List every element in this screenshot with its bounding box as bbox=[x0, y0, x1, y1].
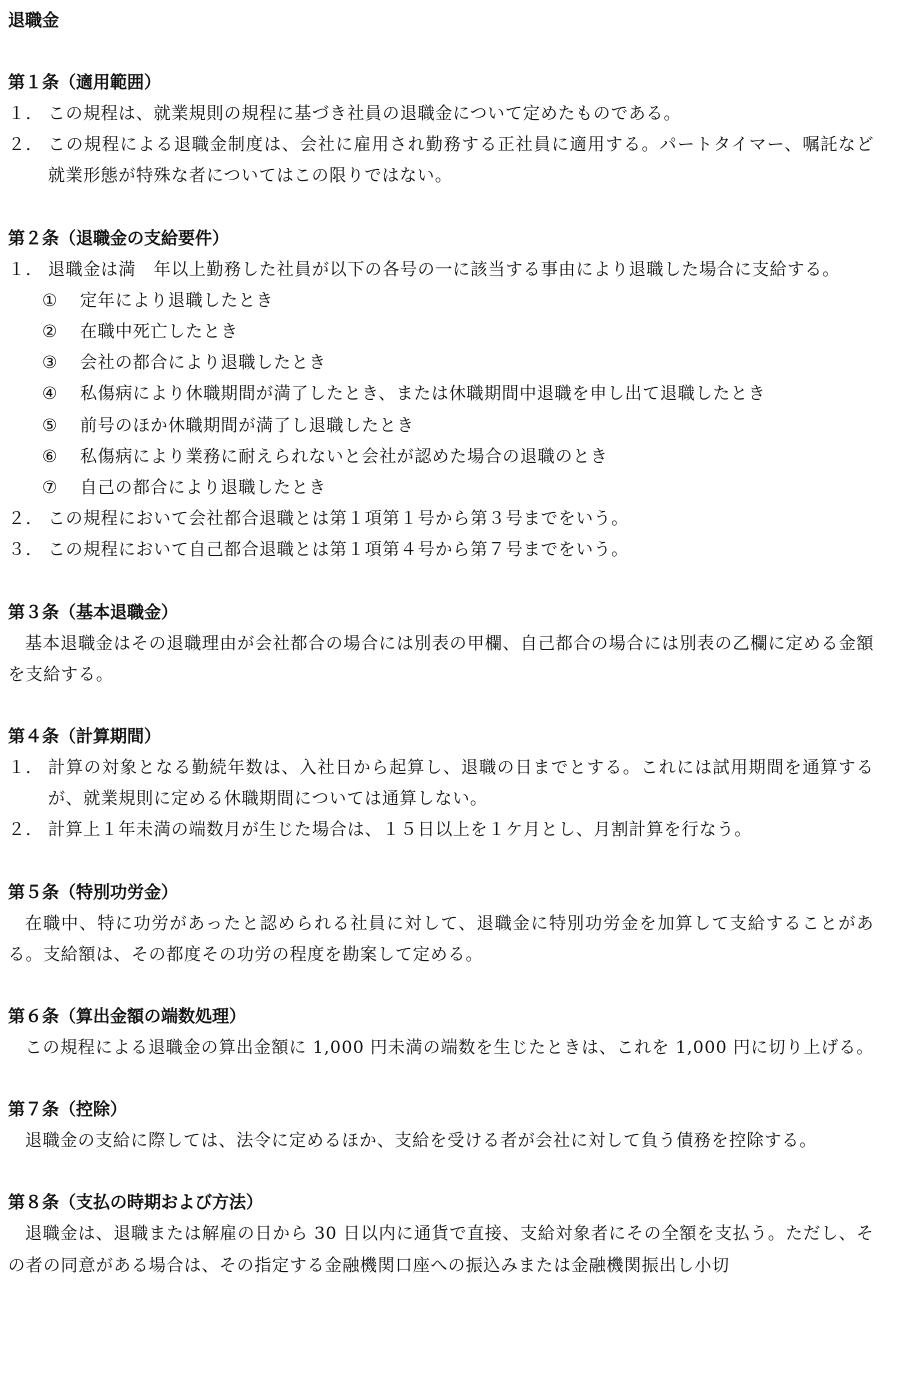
clause-number: １． bbox=[8, 259, 44, 280]
numbered-clause bbox=[8, 504, 874, 535]
article-heading: 第７条（控除） bbox=[8, 1100, 127, 1121]
item-text: 定年により退職したとき bbox=[80, 290, 274, 311]
clause-number: ２． bbox=[8, 820, 44, 841]
article-5 bbox=[8, 878, 874, 971]
list-item bbox=[8, 317, 874, 348]
article-4 bbox=[8, 722, 874, 847]
item-text: 自己の都合により退職したとき bbox=[80, 478, 327, 499]
item-text: 私傷病により業務に耐えられないと会社が認めた場合の退職のとき bbox=[80, 446, 608, 467]
clause-text: この規程による退職金制度は、会社に雇用され勤務する正社員に適用する。パートタイマー、嘱託など就業形態が特殊な者についてはこの限りではない。 bbox=[48, 135, 874, 187]
list-item bbox=[8, 473, 874, 504]
item-mark: ② bbox=[42, 322, 58, 343]
item-mark: ⑥ bbox=[42, 446, 58, 467]
numbered-clause bbox=[8, 753, 874, 815]
article-3 bbox=[8, 598, 874, 691]
article-body: 退職金は、退職または解雇の日から 30 日以内に通貨で直接、支給対象者にその全額を支払う。ただし、その者の同意がある場合は、その指定する金融機関口座への振込みまたは金融機関振出し小切 bbox=[8, 1224, 874, 1276]
item-mark: ⑤ bbox=[42, 415, 58, 436]
article-heading: 第５条（特別功労金） bbox=[8, 882, 178, 903]
article-8 bbox=[8, 1188, 874, 1281]
clause-text: 計算上１年未満の端数月が生じた場合は、１５日以上を１ケ月とし、月割計算を行なう。 bbox=[48, 820, 752, 841]
numbered-clause bbox=[8, 815, 874, 846]
clause-number: １． bbox=[8, 104, 44, 124]
list-item bbox=[8, 286, 874, 317]
article-heading: 第６条（算出金額の端数処理） bbox=[8, 1007, 246, 1028]
article-heading: 第４条（計算期間） bbox=[8, 727, 161, 748]
article-body: 退職金の支給に際しては、法令に定めるほか、支給を受ける者が会社に対して負う債務を控除する。 bbox=[25, 1131, 817, 1152]
clause-text: 計算の対象となる勤続年数は、入社日から起算し、退職の日までとする。これには試用期間を通算するが、就業規則に定める休職期間については通算しない。 bbox=[48, 758, 874, 810]
clause-text: 退職金は満 年以上勤務した社員が以下の各号の一に該当する事由により退職した場合に支給する。 bbox=[48, 259, 840, 280]
article-heading: 第３条（基本退職金） bbox=[8, 602, 178, 623]
item-text: 私傷病により休職期間が満了したとき、または休職期間中退職を申し出て退職したとき bbox=[80, 384, 766, 405]
document-page bbox=[8, 6, 874, 1313]
clause-number: ３． bbox=[8, 540, 44, 561]
list-item bbox=[8, 348, 874, 379]
document-title: 退職金 bbox=[8, 11, 59, 31]
sub-item-list bbox=[8, 286, 874, 504]
item-text: 会社の都合により退職したとき bbox=[80, 353, 327, 374]
item-mark: ① bbox=[42, 290, 58, 311]
article-heading: 第８条（支払の時期および方法） bbox=[8, 1193, 263, 1214]
clause-number: １． bbox=[8, 758, 44, 779]
item-mark: ⑦ bbox=[42, 478, 58, 499]
list-item bbox=[8, 442, 874, 473]
numbered-clause bbox=[8, 130, 874, 192]
article-heading: 第２条（退職金の支給要件） bbox=[8, 228, 229, 249]
item-text: 在職中死亡したとき bbox=[80, 322, 239, 343]
item-mark: ③ bbox=[42, 353, 58, 374]
article-heading: 第１条（適用範囲） bbox=[8, 73, 161, 93]
clause-number: ２． bbox=[8, 135, 44, 156]
numbered-clause bbox=[8, 99, 874, 130]
clause-text: この規程において自己都合退職とは第１項第４号から第７号までをいう。 bbox=[48, 540, 629, 561]
item-mark: ④ bbox=[42, 384, 58, 405]
article-body: 基本退職金はその退職理由が会社都合の場合には別表の甲欄、自己都合の場合には別表の乙欄に定める金額を支給する。 bbox=[8, 633, 874, 685]
item-text: 前号のほか休職期間が満了し退職したとき bbox=[80, 415, 415, 436]
article-6 bbox=[8, 1002, 874, 1064]
list-item bbox=[8, 379, 874, 410]
article-body: 在職中、特に功労があったと認められる社員に対して、退職金に特別功労金を加算して支給することがある。支給額は、その都度その功労の程度を勘案して定める。 bbox=[8, 913, 874, 965]
clause-text: この規程において会社都合退職とは第１項第１号から第３号までをいう。 bbox=[48, 509, 629, 530]
numbered-clause bbox=[8, 535, 874, 566]
list-item bbox=[8, 411, 874, 442]
numbered-clause bbox=[8, 255, 874, 286]
article-body: この規程による退職金の算出金額に 1,000 円未満の端数を生じたときは、これを 1,000 円に切り上げる。 bbox=[25, 1038, 874, 1059]
article-2 bbox=[8, 224, 874, 567]
article-1 bbox=[8, 68, 874, 193]
article-7 bbox=[8, 1095, 874, 1157]
clause-text: この規程は、就業規則の規程に基づき社員の退職金について定めたものである。 bbox=[48, 104, 682, 124]
clause-number: ２． bbox=[8, 509, 44, 530]
